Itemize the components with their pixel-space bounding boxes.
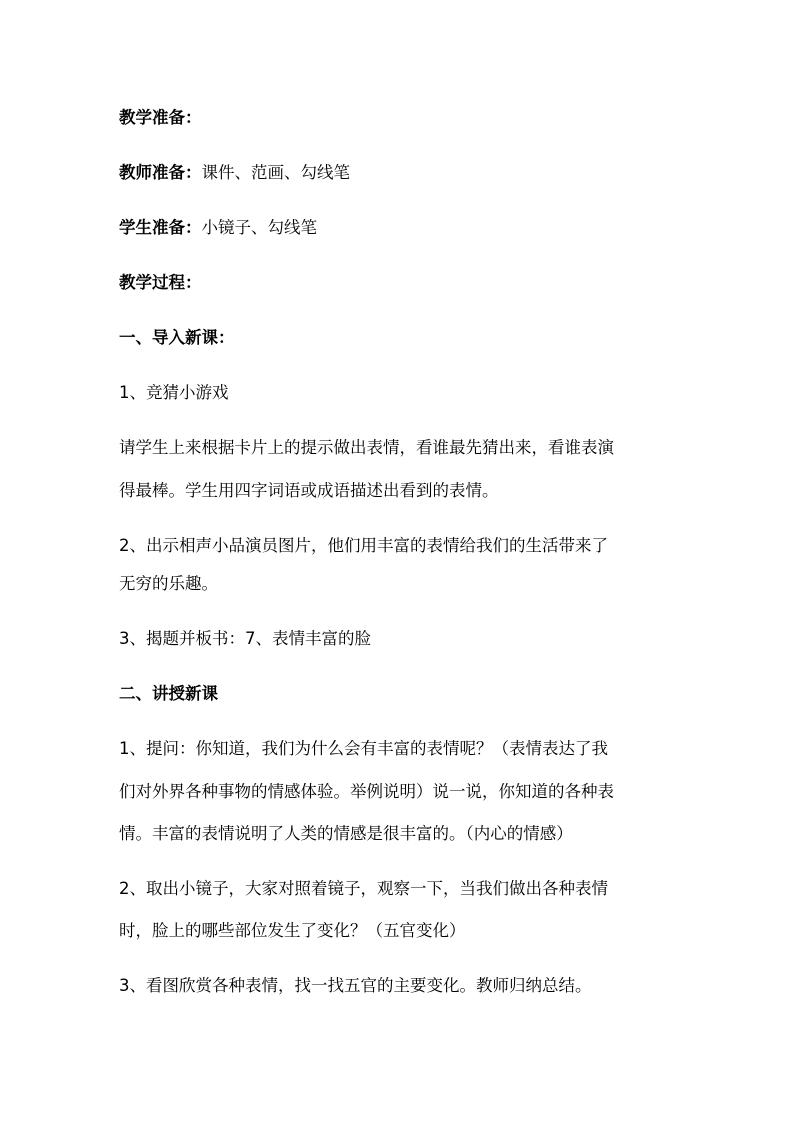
section-one-paragraph-line-one: 请学生上来根据卡片上的提示做出表情，看谁最先猜出来，看谁表演 [119, 438, 614, 457]
student-prep-text: 小镜子、勾线笔 [201, 218, 317, 237]
section-one-item-two-line-two: 无穷的乐趣。 [119, 574, 218, 593]
section-two-item-two-line-two: 时，脸上的哪些部位发生了变化？（五官变化） [119, 921, 466, 940]
section-two-item-one-line-two: 们对外界各种事物的情感体验。举例说明）说一说，你知道的各种表 [119, 782, 614, 801]
teacher-prep-text: 课件、范画、勾线笔 [201, 163, 350, 182]
teaching-process-heading: 教学过程： [119, 273, 202, 292]
section-two-item-two-line-one: 2、取出小镜子，大家对照着镜子，观察一下，当我们做出各种表情 [119, 879, 608, 898]
section-two-heading: 二、讲授新课 [119, 684, 218, 703]
section-one-item-one: 1、竞猜小游戏 [119, 383, 229, 402]
teacher-prep-line [119, 163, 679, 183]
section-one-item-three: 3、揭题并板书：7、表情丰富的脸 [119, 629, 371, 648]
section-one-heading: 一、导入新课： [119, 328, 235, 347]
section-two-item-one-line-one: 1、提问：你知道，我们为什么会有丰富的表情呢？（表情表达了我 [119, 739, 608, 758]
section-one-paragraph-line-two: 得最棒。学生用四字词语或成语描述出看到的表情。 [119, 481, 499, 500]
student-prep-label: 学生准备： [119, 218, 202, 237]
section-two-item-one-line-three: 情。丰富的表情说明了人类的情感是很丰富的。（内心的情感） [119, 824, 573, 843]
teacher-prep-label: 教师准备： [119, 163, 202, 182]
student-prep-line [119, 218, 679, 238]
teaching-prep-heading: 教学准备： [119, 108, 202, 127]
section-two-item-three: 3、看图欣赏各种表情，找一找五官的主要变化。教师归纳总结。 [119, 976, 592, 995]
section-one-item-two-line-one: 2、出示相声小品演员图片，他们用丰富的表情给我们的生活带来了 [119, 536, 608, 555]
